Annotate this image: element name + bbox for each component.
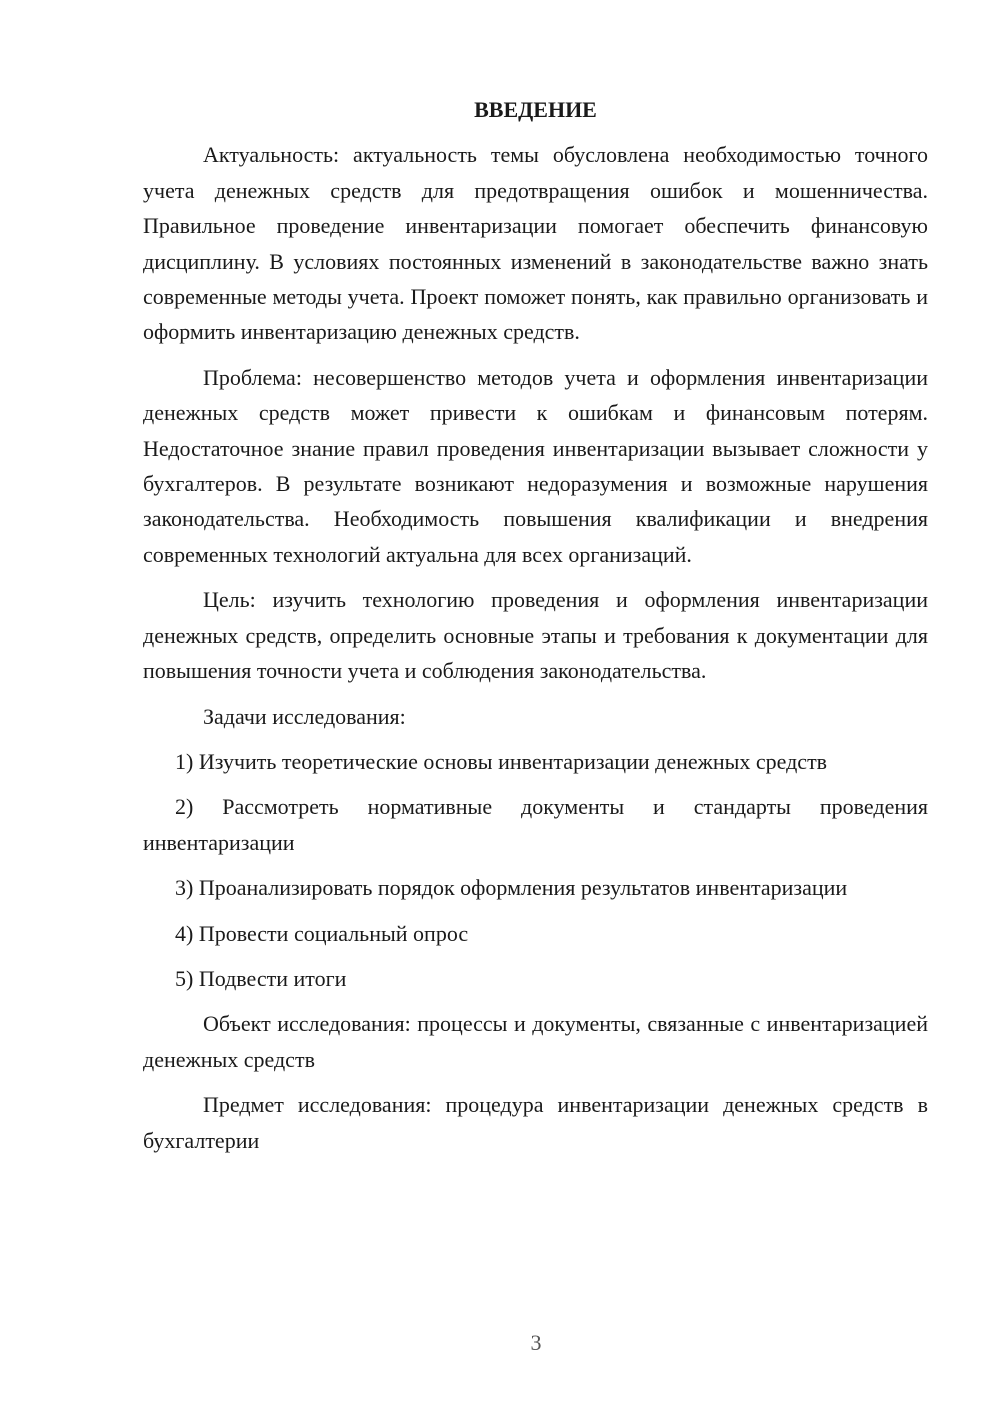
task-item-5: 5) Подвести итоги xyxy=(175,965,347,991)
problem-paragraph: Проблема: несовершенство методов учета и оформления инвентаризации денежных средств может привести к ошибкам и финансовым потерям. Недостаточное знание правил проведения инвентаризации вызывает сложности у бухгалтеров. В результате возникают недоразумения и возможные нарушения законодательства. Необходимость повышения квалификации и внедрения современных технологий актуальна для всех организаций. xyxy=(143,364,928,567)
page-number: 3 xyxy=(530,1330,542,1355)
task-item-1: 1) Изучить теоретические основы инвентаризации денежных средств xyxy=(175,748,828,774)
relevance-paragraph: Актуальность: актуальность темы обусловлена необходимостью точного учета денежных средств для предотвращения ошибок и мошенничества. Правильное проведение инвентаризации помогает обеспечить финансовую дисциплину. В условиях постоянных изменений в законодательстве важно знать современные методы учета. Проект поможет понять, как правильно организовать и оформить инвентаризацию денежных средств. xyxy=(143,142,928,345)
document-page xyxy=(143,92,928,1168)
task-item-3: 3) Проанализировать порядок оформления результатов инвентаризации xyxy=(175,875,848,901)
task-item-2: 2) Рассмотреть нормативные документы и стандарты проведения инвентаризации xyxy=(143,794,928,855)
goal-paragraph: Цель: изучить технологию проведения и оформления инвентаризации денежных средств, определить основные этапы и требования к документации для повышения точности учета и соблюдения законодательства. xyxy=(143,587,928,684)
object-paragraph: Объект исследования: процессы и документы, связанные с инвентаризацией денежных средств xyxy=(143,1011,928,1072)
page-title: ВВЕДЕНИЕ xyxy=(474,97,597,122)
task-item-4: 4) Провести социальный опрос xyxy=(175,920,469,946)
tasks-intro: Задачи исследования: xyxy=(203,703,406,729)
subject-paragraph: Предмет исследования: процедура инвентаризации денежных средств в бухгалтерии xyxy=(143,1092,928,1153)
